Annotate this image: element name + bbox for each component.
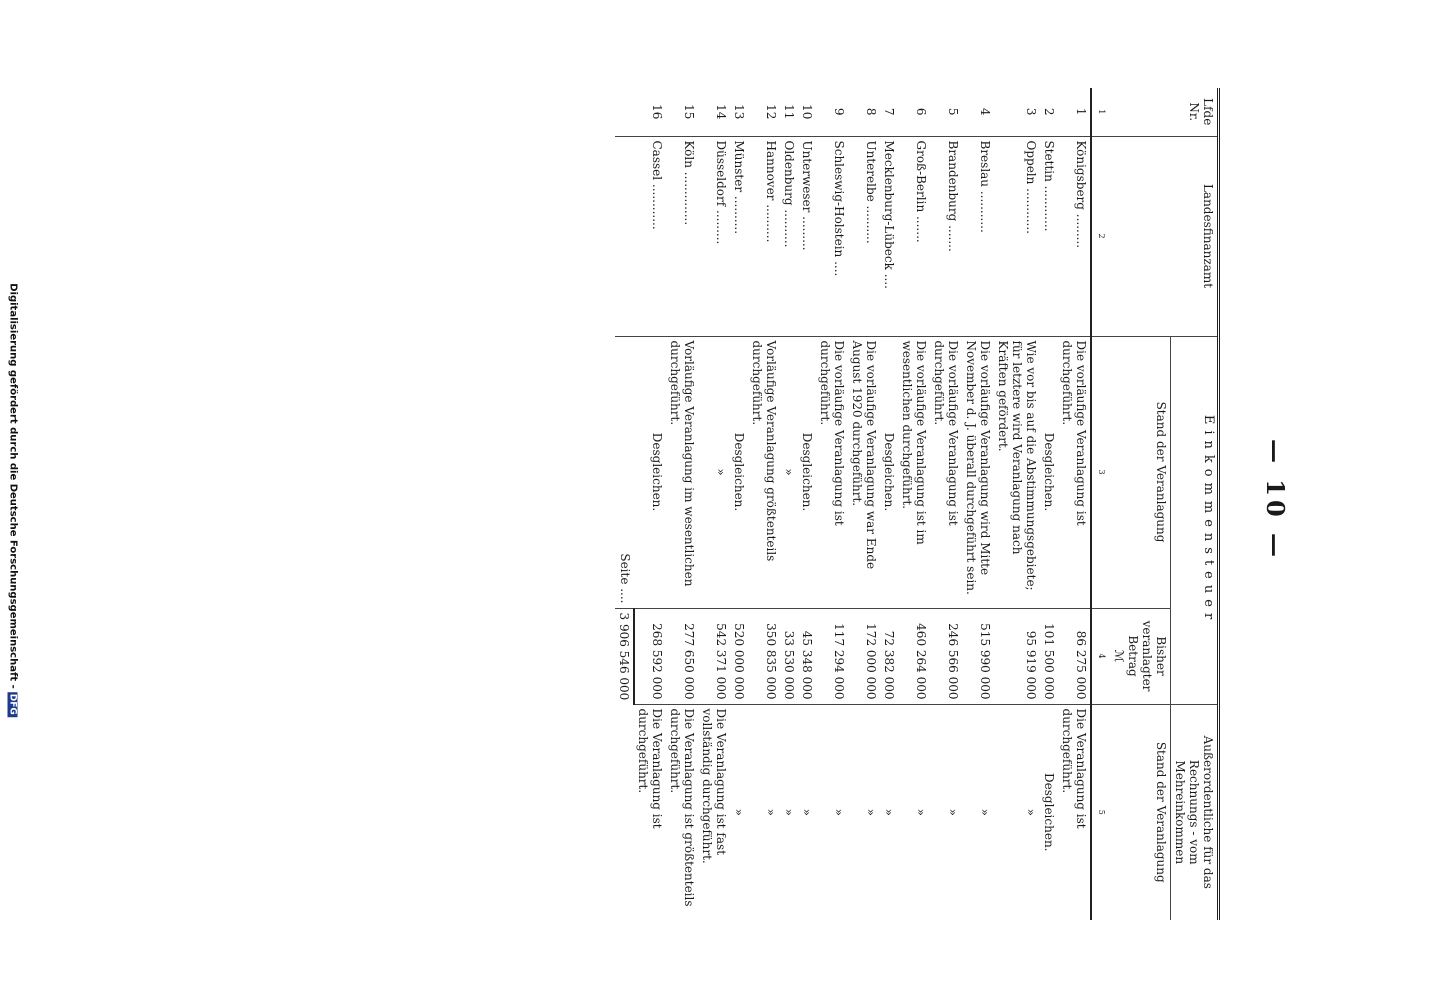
column-number: 1 — [1091, 88, 1110, 136]
header-group: Einkommensteuer — [1171, 336, 1219, 704]
row-office: Unterelbe .......... — [848, 136, 880, 336]
row-number: 1 — [1074, 107, 1088, 116]
row-number: 9 — [832, 107, 846, 116]
row-number: 10 — [800, 104, 814, 120]
row-status: Desgleichen. — [798, 336, 816, 608]
table-row — [848, 88, 880, 920]
row-number: 6 — [914, 107, 928, 116]
table-row — [880, 88, 898, 920]
row-number: 14 — [714, 104, 728, 120]
row-extraordinary-status: Desgleichen. — [1040, 704, 1058, 920]
row-amount: 268 592 000 — [634, 608, 666, 704]
row-status: Die vorläufige Veranlagung wird Mitte November d. J. überall durchgeführt sein. — [962, 336, 994, 608]
header-status: Stand der Veranlagung — [1110, 336, 1171, 608]
row-number: 2 — [1042, 107, 1056, 116]
row-office: Düsseldorf ......... — [698, 136, 730, 336]
row-status: Desgleichen. — [730, 336, 748, 608]
digitization-note-text: Digitalisierung gefördert durch die Deutsche Forschungsgemeinschaft - — [7, 283, 19, 689]
column-number: 3 — [1091, 336, 1110, 608]
row-status: Vorläufige Veranlagung größtenteils durchgeführt. — [748, 336, 780, 608]
row-amount: 460 264 000 — [898, 608, 930, 704]
table-row — [930, 88, 962, 920]
row-office: Münster .......... — [730, 136, 748, 336]
table-row — [698, 88, 730, 920]
tax-assessment-table — [615, 88, 1220, 920]
row-status: Die vorläufige Veranlagung ist durchgeführt. — [816, 336, 848, 608]
header-nr: Lfde Nr. — [1110, 88, 1219, 136]
row-status: Vorläufige Veranlagung im wesentlichen durchgeführt. — [666, 336, 698, 608]
row-number: 4 — [978, 107, 992, 116]
total-row — [615, 88, 634, 920]
row-status: » — [780, 336, 798, 608]
row-office: Mecklenburg-Lübeck .... — [880, 136, 898, 336]
row-status: Die vorläufige Veranlagung ist durchgeführt. — [1058, 336, 1091, 608]
row-extraordinary-status: » — [930, 704, 962, 920]
row-office: Stettin ............ — [1040, 136, 1058, 336]
row-status: Wie vor bis auf die Abstimmungsgebiete; für letztere wird Veranlagung nach Kräften gefördert. — [994, 336, 1040, 608]
table-row — [1040, 88, 1058, 920]
row-amount: 520 000 000 — [730, 608, 748, 704]
row-extraordinary-status: » — [816, 704, 848, 920]
row-amount: 172 000 000 — [848, 608, 880, 704]
row-number: 13 — [732, 104, 746, 120]
row-status: » — [698, 336, 730, 608]
table-row — [898, 88, 930, 920]
dfg-logo: DFG — [7, 693, 18, 715]
row-office: Unterweser ......... — [798, 136, 816, 336]
row-office: Cassel ............ — [634, 136, 666, 336]
table-row — [816, 88, 848, 920]
row-amount: 515 990 000 — [962, 608, 994, 704]
row-number: 11 — [782, 104, 796, 120]
row-office: Groß-Berlin ....... — [898, 136, 930, 336]
row-extraordinary-status: » — [962, 704, 994, 920]
row-extraordinary-status: » — [748, 704, 780, 920]
row-status: Desgleichen. — [1040, 336, 1058, 608]
row-amount: 95 919 000 — [994, 608, 1040, 704]
row-amount: 101 500 000 — [1040, 608, 1058, 704]
header-office: Landesfinanzamt — [1110, 136, 1219, 336]
column-number-row — [1091, 88, 1110, 920]
row-amount: 86 275 000 — [1058, 608, 1091, 704]
table-row — [994, 88, 1040, 920]
row-status: Die vorläufige Veranlagung ist im wesentlichen durchgeführt. — [898, 336, 930, 608]
row-amount: 277 650 000 — [666, 608, 698, 704]
row-amount: 117 294 000 — [816, 608, 848, 704]
row-extraordinary-status: Die Veranlagung ist fast vollständig durchgeführt. — [698, 704, 730, 920]
row-office: Königsberg ......... — [1058, 136, 1091, 336]
row-extraordinary-status: » — [994, 704, 1040, 920]
document-page — [120, 0, 1300, 1000]
table-row — [748, 88, 780, 920]
row-number: 3 — [1024, 107, 1038, 116]
row-extraordinary-status: » — [848, 704, 880, 920]
column-number: 2 — [1091, 136, 1110, 336]
row-extraordinary-status: » — [780, 704, 798, 920]
row-amount: 350 835 000 — [748, 608, 780, 704]
row-amount: 33 530 000 — [780, 608, 798, 704]
total-amount: 3 906 546 000 — [615, 608, 634, 704]
header-extraordinary-status: Stand der Veranlagung — [1110, 704, 1171, 920]
total-label: Seite .... — [615, 336, 634, 608]
row-office: Oppeln ............ — [994, 136, 1040, 336]
table-body — [634, 88, 1091, 920]
digitization-note — [6, 0, 20, 1000]
row-office: Köln .............. — [666, 136, 698, 336]
row-extraordinary-status: » — [880, 704, 898, 920]
row-number: 8 — [864, 107, 878, 116]
row-office: Oldenburg .......... — [780, 136, 798, 336]
row-amount: 542 371 000 — [698, 608, 730, 704]
row-extraordinary-status: Die Veranlagung ist durchgeführt. — [1058, 704, 1091, 920]
row-office: Hannover .......... — [748, 136, 780, 336]
row-status: Desgleichen. — [880, 336, 898, 608]
header-amount — [1110, 608, 1171, 704]
row-office: Breslau ........... — [962, 136, 994, 336]
table-row — [730, 88, 748, 920]
row-extraordinary-status: » — [898, 704, 930, 920]
row-number: 7 — [882, 107, 896, 116]
table-row — [962, 88, 994, 920]
column-number: 5 — [1091, 704, 1110, 920]
row-extraordinary-status: » — [730, 704, 748, 920]
row-status: Die vorläufige Veranlagung ist durchgeführt. — [930, 336, 962, 608]
row-extraordinary-status: Die Veranlagung ist durchgeführt. — [634, 704, 666, 920]
column-number: 4 — [1091, 608, 1110, 704]
header-extraordinary: Außerordentliche für das Rechnungs - vom Mehreinkommen — [1171, 704, 1219, 920]
table-row — [798, 88, 816, 920]
row-amount: 246 566 000 — [930, 608, 962, 704]
row-number: 16 — [650, 104, 664, 120]
table-row — [1058, 88, 1091, 920]
header-amount-label: Bisher veranlagter Betrag — [1126, 620, 1168, 692]
row-amount: 45 348 000 — [798, 608, 816, 704]
row-amount: 72 382 000 — [880, 608, 898, 704]
row-office: Brandenburg ....... — [930, 136, 962, 336]
header-amount-unit: ℳ — [1112, 649, 1126, 663]
row-extraordinary-status: » — [798, 704, 816, 920]
row-number: 5 — [946, 107, 960, 116]
table-row — [780, 88, 798, 920]
table-row — [666, 88, 698, 920]
page-number: — 10 — — [1261, 438, 1290, 562]
row-office: Schleswig-Holstein .... — [816, 136, 848, 336]
row-status: Die vorläufige Veranlagung war Ende August 1920 durchgeführt. — [848, 336, 880, 608]
table-row — [634, 88, 666, 920]
row-status: Desgleichen. — [634, 336, 666, 608]
row-number: 12 — [764, 104, 778, 120]
row-number: 15 — [682, 104, 696, 120]
row-extraordinary-status: Die Veranlagung ist größtenteils durchgeführt. — [666, 704, 698, 920]
